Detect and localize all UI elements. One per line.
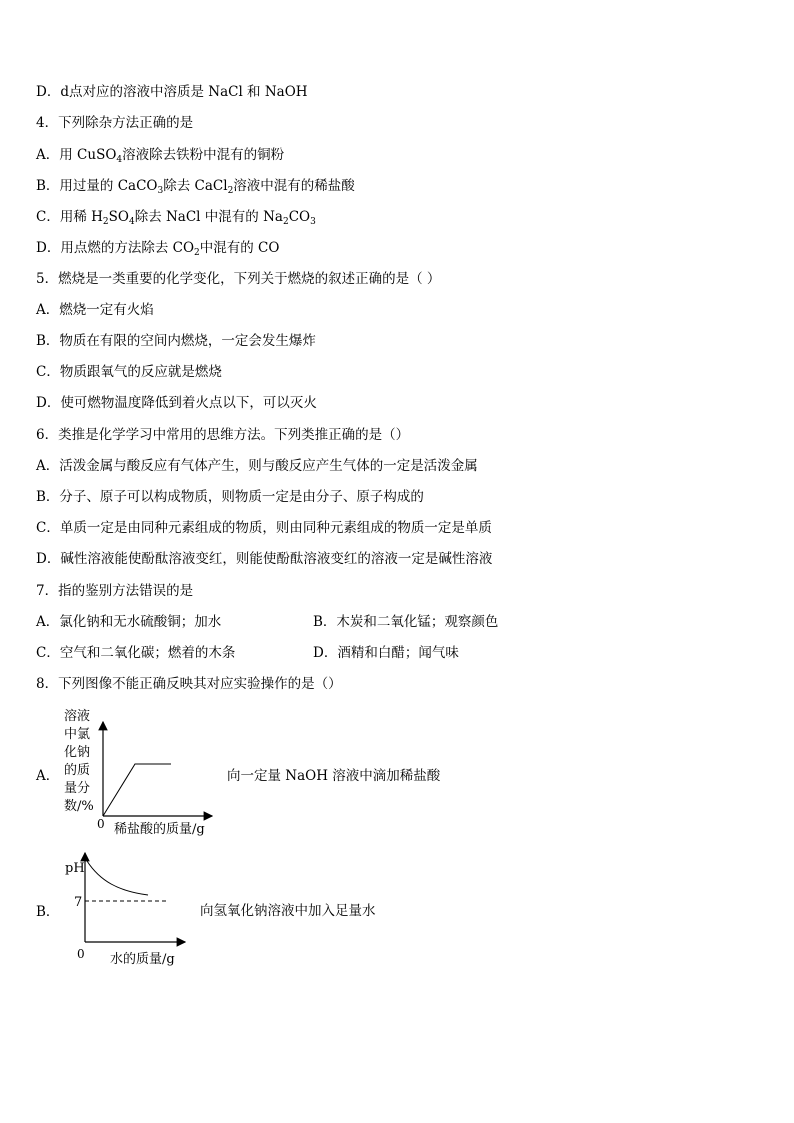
figure-b-ylabel: pH [65,861,85,876]
q4-option-c: C．用稀 $H_2SO_4$除去 NaCl 中混有的 $Na_2CO_3$ [36,209,316,227]
q5-stem: 5．燃烧是一类重要的化学变化，下列关于燃烧的叙述正确的是（ ） [36,271,441,287]
figure-a-ylabel-line: 数/% [64,799,94,814]
q6-option-b: B．分子、原子可以构成物质，则物质一定是由分子、原子构成的 [36,489,424,505]
figure-a-origin: 0 [97,817,105,831]
q5-option-a: A．燃烧一定有火焰 [36,302,154,318]
figure-b-origin: 0 [77,947,85,961]
figure-b-y-tick: 7 [74,895,83,910]
q7-stem: 7．指的鉴别方法错误的是 [36,583,194,599]
figure-a-xlabel: 稀盐酸的质量/g [114,822,205,837]
q7-option-d: D．酒精和白醋；闻气味 [313,645,459,661]
figure-b-graph [60,845,200,970]
q8-stem: 8．下列图像不能正确反映其对应实验操作的是（） [36,676,342,692]
figure-a-ylabel-line: 量分 [64,781,91,796]
q7-option-a: A．氯化钠和无水硫酸铜；加水 [36,614,222,630]
figure-a-option-label: A． [36,768,60,784]
q7-option-c: C．空气和二氧化碳；燃着的木条 [36,645,236,661]
q3-option-d: D．d点对应的溶液中溶质是 NaCl 和 NaOH [36,84,308,100]
q4-option-a: A．用 CuSO$_4$溶液除去铁粉中混有的铜粉 [36,147,285,165]
q4-option-d: D．用点燃的方法除去 $CO_2$中混有的 CO [36,240,280,258]
figure-b-xlabel: 水的质量/g [110,952,175,967]
q5-option-b: B．物质在有限的空间内燃烧，一定会发生爆炸 [36,333,316,349]
figure-a-ylabel-line: 溶液 [64,709,91,724]
q4-option-b: B．用过量的 CaCO$_3$除去 CaCl$_2$溶液中混有的稀盐酸 [36,178,355,196]
figure-a-ylabel-line: 化钠 [64,745,91,760]
figure-b-curve [87,861,148,895]
q6-option-a: A．活泼金属与酸反应有气体产生，则与酸反应产生气体的一定是活泼金属 [36,458,478,474]
q4-stem: 4．下列除杂方法正确的是 [36,115,194,131]
q5-option-c: C．物质跟氧气的反应就是燃烧 [36,364,222,380]
q5-option-d: D．使可燃物温度降低到着火点以下，可以灭火 [36,395,317,411]
q6-stem: 6．类推是化学学习中常用的思维方法。下列类推正确的是（） [36,427,410,443]
figure-b-option-label: B． [36,904,60,920]
figure-a-curve [103,764,171,816]
q6-option-c: C．单质一定是由同种元素组成的物质，则由同种元素组成的物质一定是单质 [36,520,492,536]
q6-option-d: D．碱性溶液能使酚酞溶液变红，则能使酚酞溶液变红的溶液一定是碱性溶液 [36,551,493,567]
q7-option-b: B．木炭和二氧化锰；观察颜色 [313,614,499,630]
figure-a-ylabel-line: 的质 [64,763,91,778]
figure-a-description: 向一定量 NaOH 溶液中滴加稀盐酸 [227,768,441,784]
figure-b-description: 向氢氧化钠溶液中加入足量水 [200,903,376,919]
figure-a-ylabel-line: 中氯 [64,727,91,742]
figure-a-graph [60,706,230,840]
